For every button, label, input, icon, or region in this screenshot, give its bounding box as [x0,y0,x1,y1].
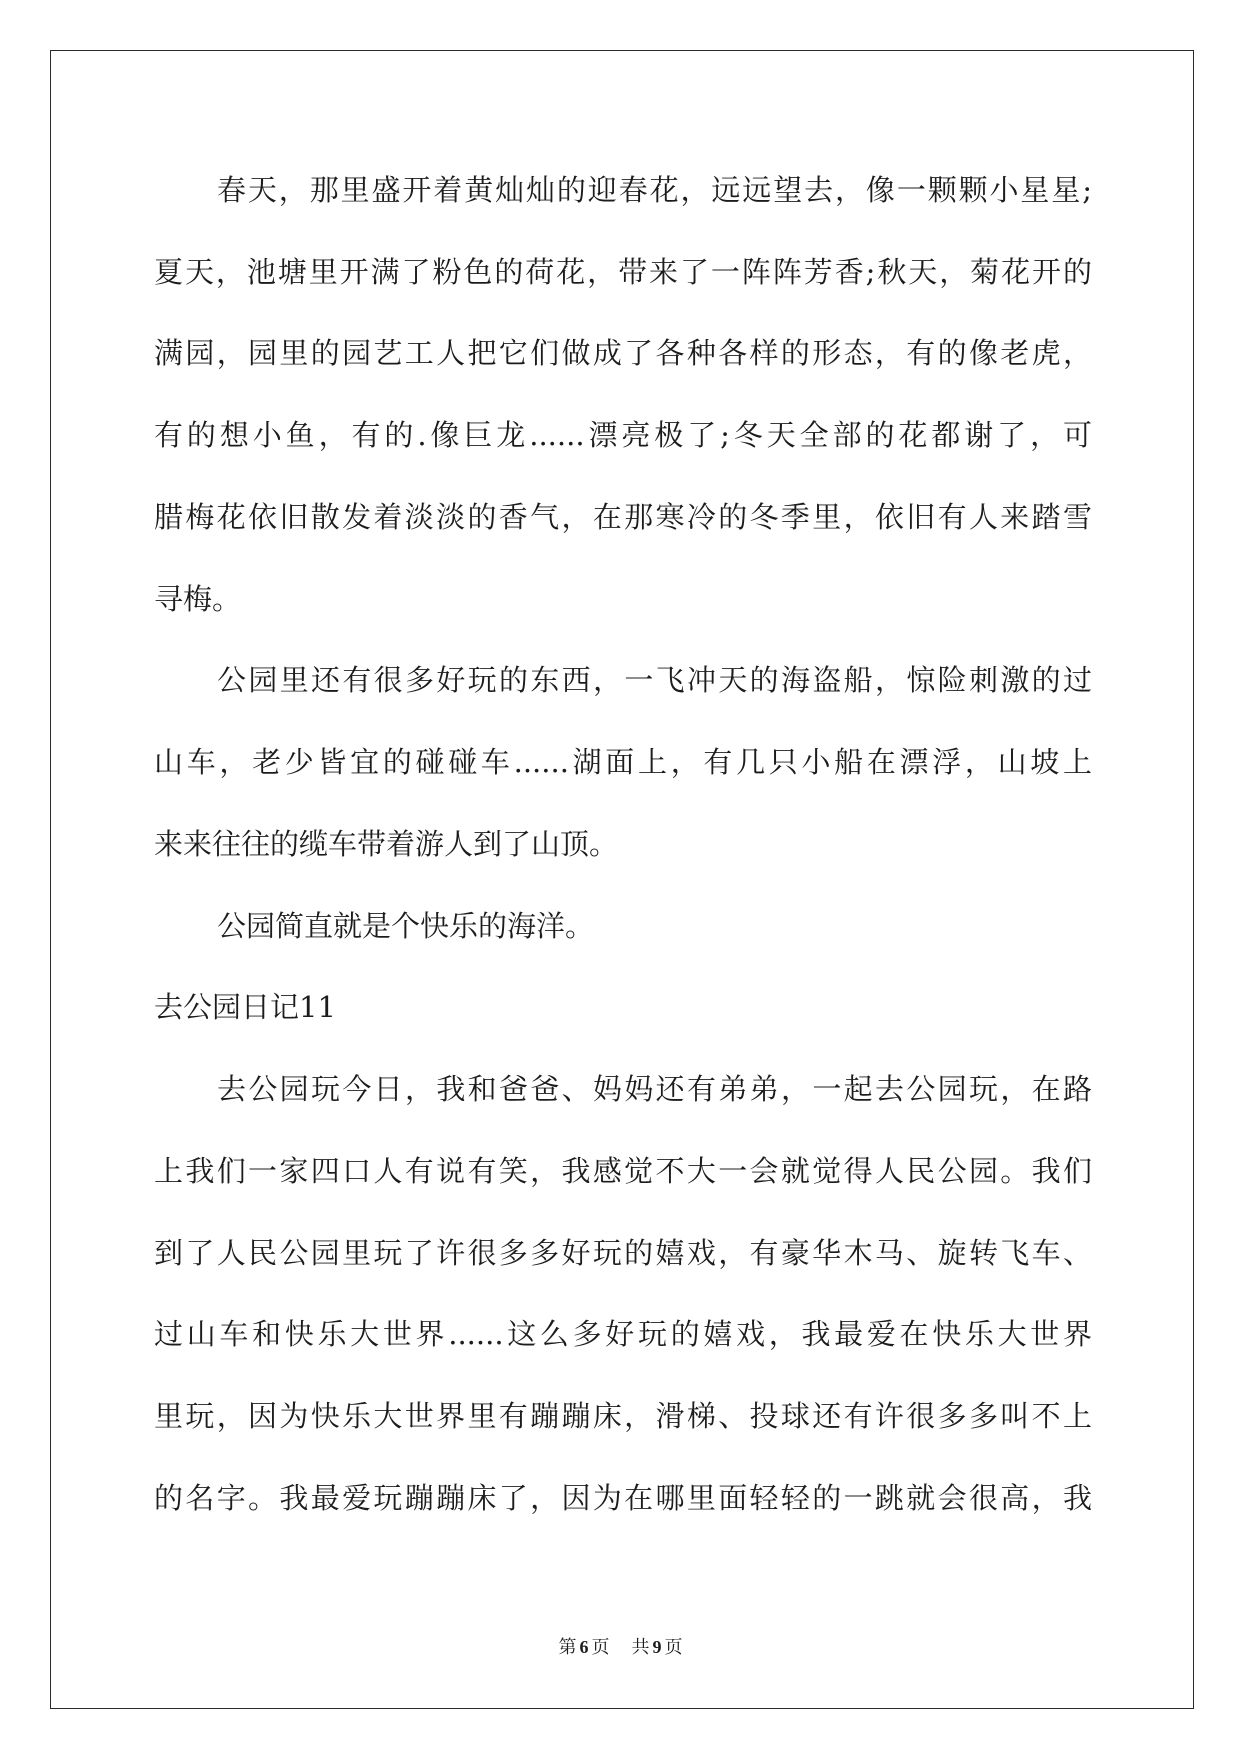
section-title: 去公园日记11 [154,990,336,1025]
text-line: 寻梅。 [154,581,242,616]
paragraph [154,150,1092,640]
text-line: 满园，园里的园艺工人把它们做成了各种各样的形态，有的像老虎， [154,336,1092,371]
text-line: 去公园玩今日，我和爸爸、妈妈还有弟弟，一起去公园玩，在路 [217,1072,1092,1107]
text-line: 来来往往的缆车带着游人到了山顶。 [154,826,619,861]
text-line: 夏天，池塘里开满了粉色的荷花，带来了一阵阵芳香;秋天，菊花开的 [154,254,1092,289]
body-text [154,150,1092,1539]
text-line: 上我们一家四口人有说有笑，我感觉不大一会就觉得人民公园。我们 [154,1153,1092,1188]
text-line: 里玩，因为快乐大世界里有蹦蹦床，滑梯、投球还有许很多多叫不上 [154,1399,1092,1434]
text-line: 有的想小鱼，有的.像巨龙......漂亮极了;冬天全部的花都谢了，可 [154,418,1092,453]
page-number-prefix: 第 [558,1637,577,1658]
paragraph [154,886,1092,968]
page-number: 6 [579,1637,589,1657]
total-pages-prefix: 共 [631,1637,650,1658]
paragraph [154,640,1092,885]
text-line: 到了人民公园里玩了许很多多好玩的嬉戏，有豪华木马、旋转飞车、 [154,1235,1092,1270]
total-pages-suffix: 页 [664,1637,683,1658]
paragraph [154,1049,1092,1539]
page-footer [0,1634,1241,1661]
text-line: 的名字。我最爱玩蹦蹦床了，因为在哪里面轻轻的一跳就会很高，我 [154,1480,1092,1515]
text-line: 过山车和快乐大世界......这么多好玩的嬉戏，我最爱在快乐大世界 [154,1317,1092,1352]
text-line: 春天，那里盛开着黄灿灿的迎春花，远远望去，像一颗颗小星星; [217,173,1092,207]
text-line: 腊梅花依旧散发着淡淡的香气，在那寒冷的冬季里，依旧有人来踏雪 [154,499,1092,534]
text-line: 山车，老少皆宜的碰碰车......湖面上，有几只小船在漂浮，山坡上 [154,745,1092,780]
page-number-suffix: 页 [591,1637,610,1658]
total-pages: 9 [652,1637,662,1657]
text-line: 公园简直就是个快乐的海洋。 [217,908,595,943]
text-line: 公园里还有很多好玩的东西，一飞冲天的海盗船，惊险刺激的过 [217,663,1092,698]
